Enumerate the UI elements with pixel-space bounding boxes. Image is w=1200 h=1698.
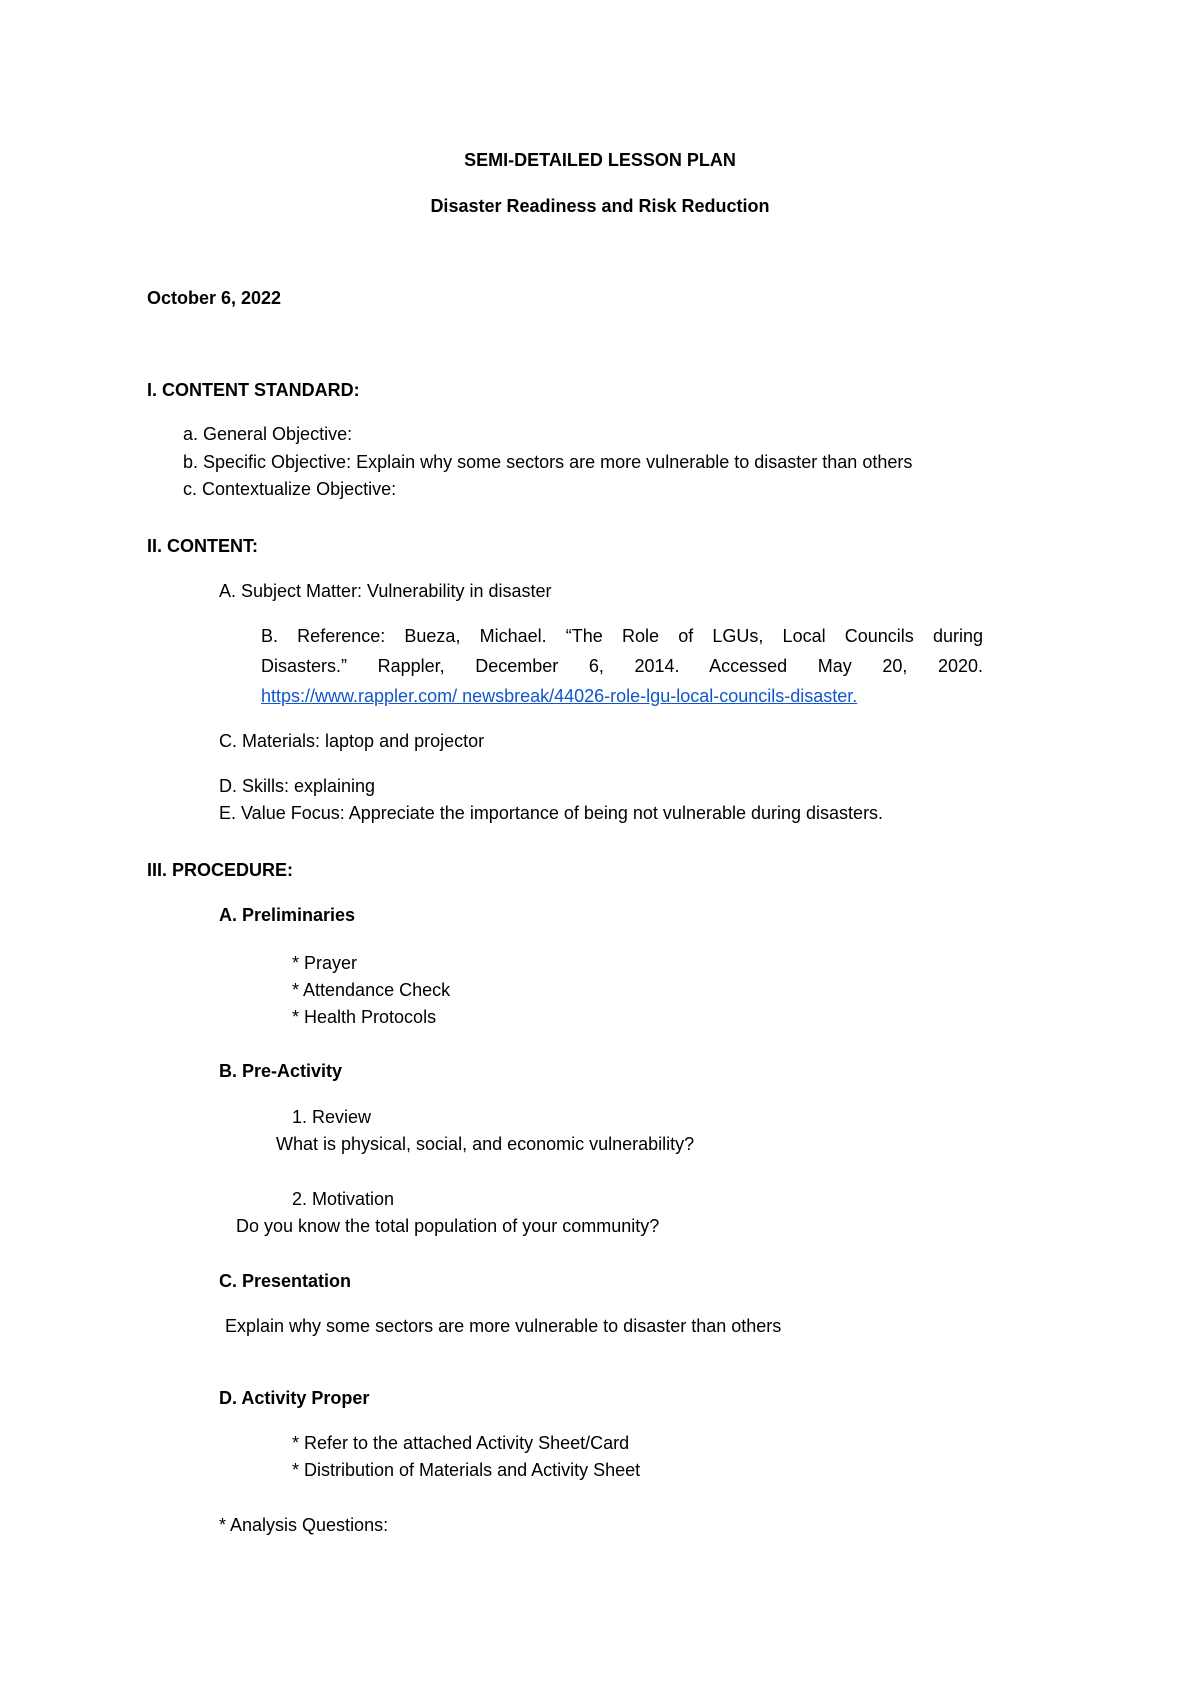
- subject-matter: A. Subject Matter: Vulnerability in disaster: [219, 581, 552, 601]
- activity-proper-heading: D. Activity Proper: [219, 1388, 370, 1408]
- activity-item-refer: * Refer to the attached Activity Sheet/Card: [292, 1433, 630, 1453]
- document-title: SEMI-DETAILED LESSON PLAN: [464, 150, 736, 170]
- section-heading-content: II. CONTENT:: [147, 536, 258, 556]
- reference-block: [261, 621, 983, 711]
- materials: C. Materials: laptop and projector: [219, 731, 485, 751]
- section-heading-content-standard: I. CONTENT STANDARD:: [147, 380, 360, 400]
- contextualize-objective: c. Contextualize Objective:: [183, 479, 397, 499]
- lesson-date: October 6, 2022: [147, 288, 282, 308]
- review-label: 1. Review: [292, 1107, 372, 1127]
- review-question: What is physical, social, and economic vulnerability?: [276, 1134, 695, 1154]
- activity-item-distribution: * Distribution of Materials and Activity Sheet: [292, 1460, 641, 1480]
- specific-objective: b. Specific Objective: Explain why some sectors are more vulnerable to disaster than others: [183, 452, 913, 472]
- reference-line-2: Disasters.” Rappler, December 6, 2014. Accessed May 20, 2020.: [261, 656, 983, 676]
- preliminaries-item-health: * Health Protocols: [292, 1007, 437, 1027]
- section-heading-procedure: III. PROCEDURE:: [147, 860, 294, 880]
- pre-activity-heading: B. Pre-Activity: [219, 1061, 343, 1081]
- preliminaries-item-prayer: * Prayer: [292, 953, 358, 973]
- skills: D. Skills: explaining: [219, 776, 376, 796]
- value-focus: E. Value Focus: Appreciate the importance of being not vulnerable during disasters.: [219, 803, 884, 823]
- reference-link[interactable]: https://www.rappler.com/ newsbreak/44026-role-lgu-local-councils-disaster.: [261, 686, 858, 706]
- reference-link-line: [261, 681, 983, 711]
- presentation-text: Explain why some sectors are more vulnerable to disaster than others: [225, 1316, 782, 1336]
- presentation-heading: C. Presentation: [219, 1271, 352, 1291]
- preliminaries-heading: A. Preliminaries: [219, 905, 356, 925]
- preliminaries-item-attendance: * Attendance Check: [292, 980, 451, 1000]
- document-subtitle: Disaster Readiness and Risk Reduction: [430, 196, 770, 216]
- motivation-question: Do you know the total population of your community?: [236, 1216, 660, 1236]
- general-objective: a. General Objective:: [183, 424, 353, 444]
- analysis-questions: * Analysis Questions:: [219, 1515, 389, 1535]
- motivation-label: 2. Motivation: [292, 1189, 395, 1209]
- reference-line-1: B. Reference: Bueza, Michael. “The Role of LGUs, Local Councils during: [261, 626, 983, 646]
